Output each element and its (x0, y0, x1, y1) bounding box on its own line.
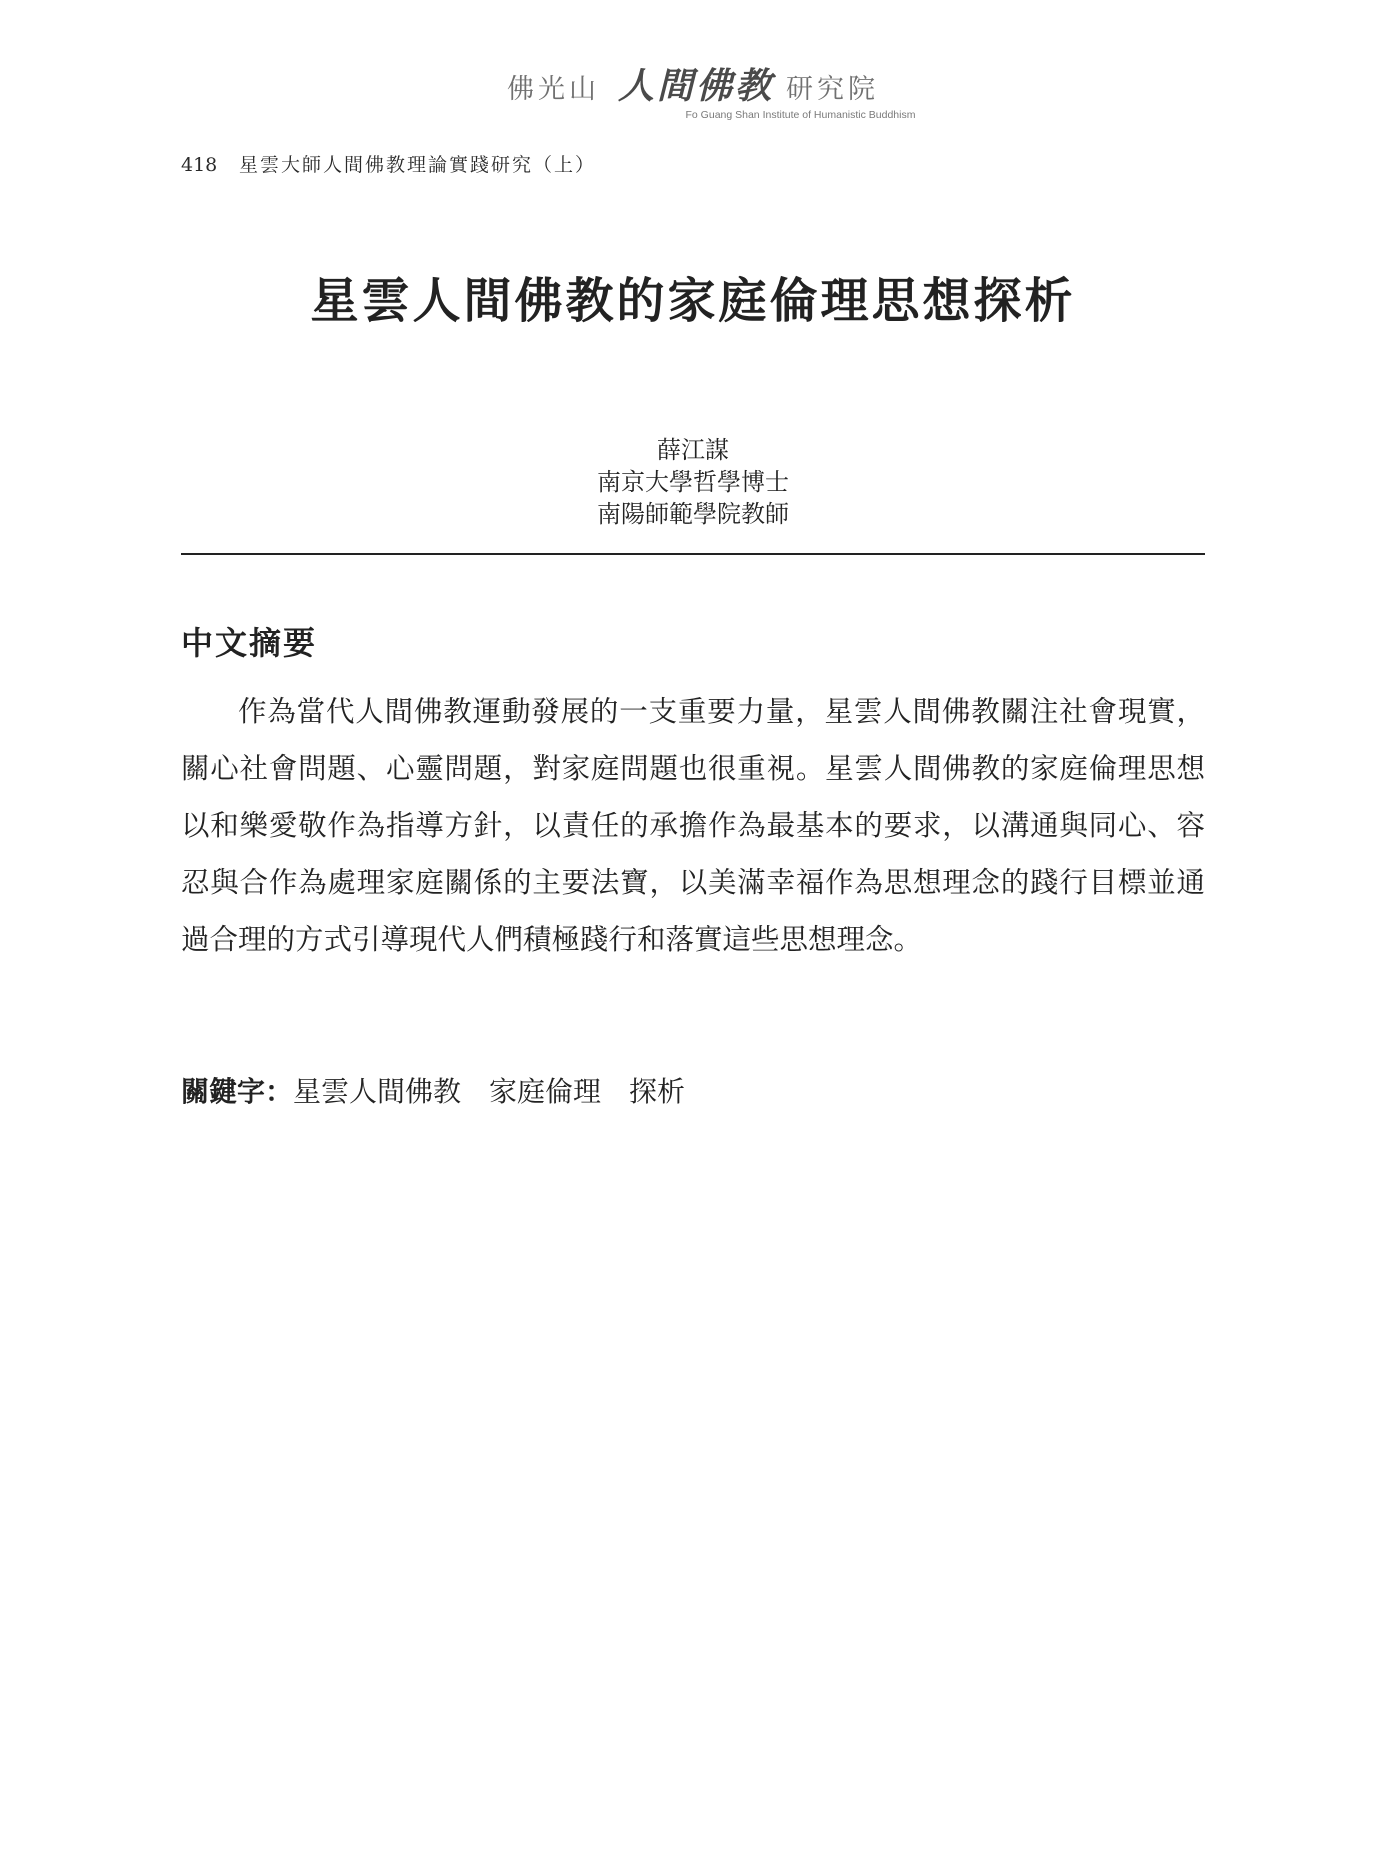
article-title: 星雲人間佛教的家庭倫理思想探析 (310, 273, 1076, 329)
logo-wordmark (507, 58, 879, 109)
author-block (0, 434, 1386, 530)
keywords-line (181, 1070, 713, 1110)
keyword-item: 家庭倫理 (489, 1075, 602, 1108)
abstract-body: 作為當代人間佛教運動發展的一支重要力量，星雲人間佛教關注社會現實，關心社會問題、心靈問題，對家庭問題也很重視。星雲人間佛教的家庭倫理思想以和樂愛敬作為指導方針，以責任的承擔作為最基本的要求，以溝通與同心、容忍與合作為處理家庭關係的主要法寶，以美滿幸福作為思想理念的踐行目標並通過合理的方式引導現代人們積極踐行和落實這些思想理念。 (181, 695, 1205, 956)
running-head (181, 150, 596, 177)
abstract-heading: 中文摘要 (181, 624, 318, 662)
book-title: 星雲大師人間佛教理論實踐研究（上） (239, 154, 597, 176)
author-affiliation-degree: 南京大學哲學博士 (597, 468, 789, 496)
keyword-item: 星雲人間佛教 (293, 1075, 462, 1108)
header-divider (181, 553, 1205, 555)
logo-right-text: 研究院 (786, 74, 879, 105)
author-affiliation-position: 南陽師範學院教師 (597, 500, 789, 528)
author-name: 薛江謀 (657, 436, 729, 464)
page-number: 418 (181, 154, 218, 176)
keywords-label: 關鍵字： (181, 1075, 294, 1108)
logo-calligraphy-text: 人間佛教 (617, 65, 774, 107)
logo-left-text: 佛光山 (506, 74, 600, 105)
keyword-item: 探析 (629, 1075, 686, 1108)
institute-logo (0, 58, 1386, 121)
logo-subtitle: Fo Guang Shan Institute of Humanistic Buddhism (685, 109, 916, 121)
